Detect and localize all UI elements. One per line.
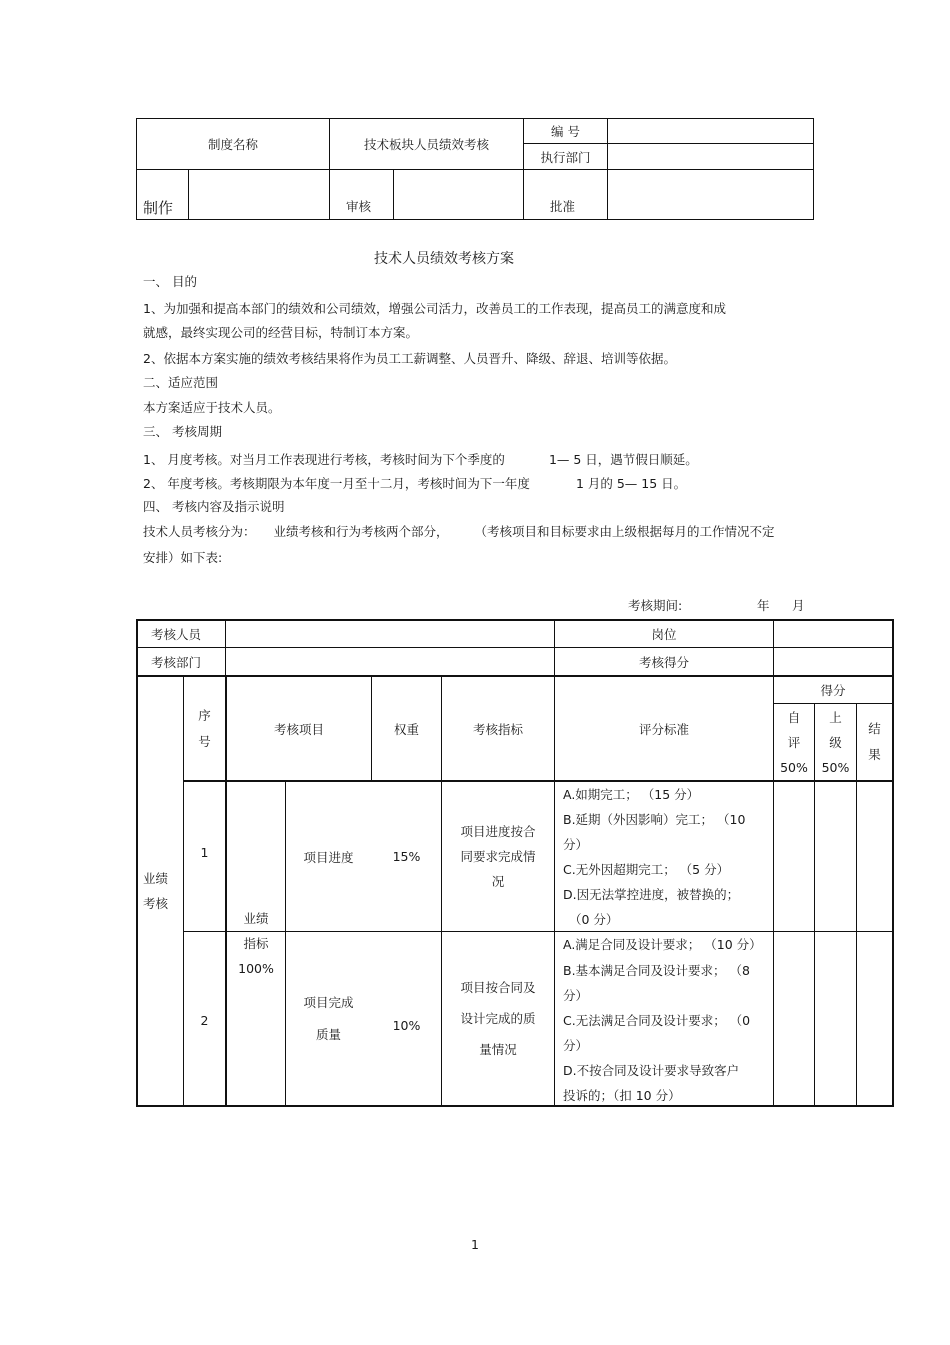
row-criterion: （0 分）	[569, 912, 619, 927]
section-1-para-1-line-1: 1、为加强和提高本部门的绩效和公司绩效，增强公司活力，改善员工的工作表现，提高员工的满意度和成	[143, 301, 726, 316]
section-1-para-2: 2、依据本方案实施的绩效考核结果将作为员工工薪调整、人员晋升、降级、辞退、培训等依据。	[143, 351, 676, 366]
row-result[interactable]	[857, 782, 892, 931]
score-label: 考核得分	[638, 654, 689, 670]
row-weight: 15%	[392, 849, 421, 864]
row-criterion: B.延期（外因影响）完工； （10	[563, 812, 746, 827]
period-month: 月	[792, 598, 805, 613]
dept-label: 执行部门	[540, 149, 591, 165]
row-criterion: C.无法满足合同及设计要求； （0	[563, 1013, 751, 1028]
period-label: 考核期间:	[628, 598, 683, 613]
section-3-para-2: 2、 年度考核。考核期限为本年度一月至十二月，考核时间为下一年度 1 月的 5— 15 日。	[143, 476, 687, 491]
row-self-score[interactable]	[774, 782, 814, 931]
col-indicator-header: 考核指标	[472, 721, 523, 737]
section-4-heading: 四、 考核内容及指示说明	[143, 499, 285, 514]
dept-value[interactable]	[608, 144, 813, 169]
section-4-para-1-line-1: 技术人员考核分为： 业绩考核和行为考核两个部分， （考核项目和目标要求由上级根据每月的工作情况不定	[143, 524, 775, 539]
row-criterion: 分）	[563, 1038, 589, 1053]
col-weight-header: 权重	[393, 721, 419, 737]
section-2-para-1: 本方案适应于技术人员。	[143, 400, 281, 415]
position-value[interactable]	[774, 621, 892, 647]
row-superior-score[interactable]	[815, 782, 856, 931]
row-self-score[interactable]	[774, 932, 814, 1105]
col-score-header: 得分	[820, 683, 846, 698]
approver-label: 批准	[550, 199, 576, 214]
col-result-header: 结 果	[868, 721, 881, 762]
section-4-para-1-line-2: 安排）如下表:	[143, 550, 223, 565]
reviewer-value[interactable]	[394, 170, 523, 219]
person-value[interactable]	[227, 621, 554, 647]
section-1-para-1-line-2: 就感，最终实现公司的经营目标，特制订本方案。	[143, 325, 419, 340]
section-3-heading: 三、 考核周期	[143, 424, 222, 439]
reviewer-label: 审核	[346, 199, 372, 214]
col-item-header: 考核项目	[273, 721, 324, 737]
section-2-heading: 二、适应范围	[143, 375, 219, 390]
row-indicator: 项目按合同及 设计完成的质 量情况	[460, 980, 536, 1057]
row-indicator: 项目进度按合 同要求完成情 况	[460, 824, 536, 889]
position-label: 岗位	[651, 627, 677, 642]
system-name-value: 技术板块人员绩效考核	[363, 137, 489, 152]
page-number: 1	[471, 1237, 479, 1252]
group-label: 业绩 指标 100%	[238, 910, 274, 976]
row-weight: 10%	[392, 1018, 421, 1033]
row-item: 项目完成 质量	[303, 994, 354, 1042]
section-3-para-1: 1、 月度考核。对当月工作表现进行考核，考核时间为下个季度的 1— 5 日，遇节假日顺延。	[143, 452, 698, 467]
row-criterion: 分）	[563, 988, 589, 1003]
col-self-header: 自 评 50%	[780, 709, 808, 775]
row-result[interactable]	[857, 932, 892, 1105]
period-year: 年	[757, 598, 770, 613]
col-superior-header: 上 级 50%	[821, 709, 850, 775]
category-label: 业绩 考核	[143, 871, 169, 911]
row-criterion: A.如期完工； （15 分）	[563, 787, 700, 802]
row-criterion: A.满足合同及设计要求； （10 分）	[563, 937, 762, 952]
maker-value[interactable]	[189, 170, 329, 219]
section-1-heading: 一、 目的	[143, 274, 197, 289]
col-standard-header: 评分标准	[638, 721, 689, 737]
system-name-label: 制度名称	[207, 137, 258, 152]
score-value[interactable]	[774, 648, 892, 675]
row-criterion: C.无外因超期完工； （5 分）	[563, 862, 730, 877]
row-criterion: B.基本满足合同及设计要求； （8	[563, 963, 750, 978]
number-value[interactable]	[608, 119, 813, 143]
row-criterion: 分）	[563, 837, 589, 852]
row-seq: 1	[200, 845, 209, 860]
row-seq: 2	[200, 1013, 209, 1028]
row-criterion: D.因无法掌控进度，被替换的；	[563, 887, 740, 902]
person-label: 考核人员	[151, 627, 202, 642]
number-label: 编 号	[551, 124, 580, 139]
row-superior-score[interactable]	[815, 932, 856, 1105]
dept-value-eval[interactable]	[227, 648, 554, 675]
col-seq-header: 序 号	[198, 707, 211, 749]
maker-label: 制作	[143, 199, 174, 217]
approver-value[interactable]	[608, 170, 813, 219]
document-title: 技术人员绩效考核方案	[374, 251, 514, 267]
row-criterion: D.不按合同及设计要求导致客户	[563, 1063, 740, 1078]
row-criterion: 投诉的；（扣 10 分）	[563, 1088, 681, 1103]
row-item: 项目进度	[303, 849, 354, 865]
dept-label-eval: 考核部门	[151, 654, 202, 670]
